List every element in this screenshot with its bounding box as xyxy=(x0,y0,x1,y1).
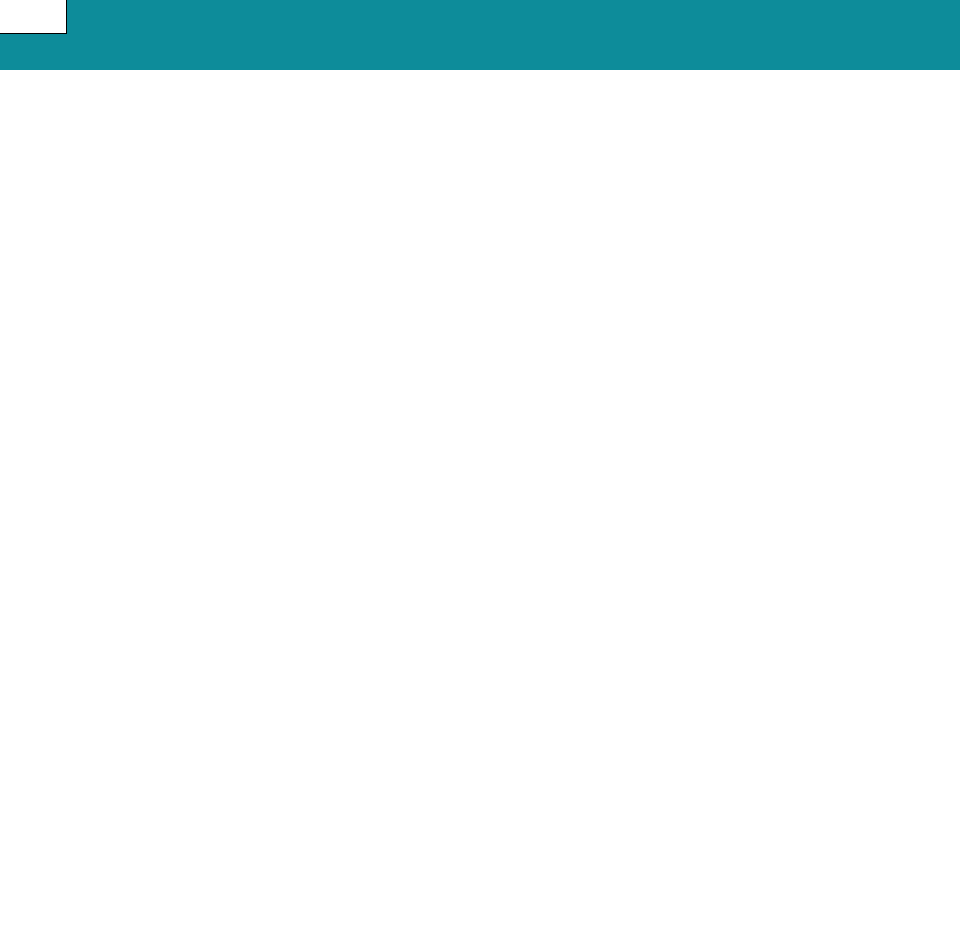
table-header xyxy=(0,34,960,70)
column-header-specs xyxy=(514,34,960,70)
column-header-cpv xyxy=(76,34,164,70)
column-header-aa xyxy=(0,34,76,70)
corner-cell xyxy=(0,0,66,34)
group-title-bar xyxy=(66,0,960,34)
column-header-unit xyxy=(412,34,514,70)
column-header-description xyxy=(164,34,412,70)
